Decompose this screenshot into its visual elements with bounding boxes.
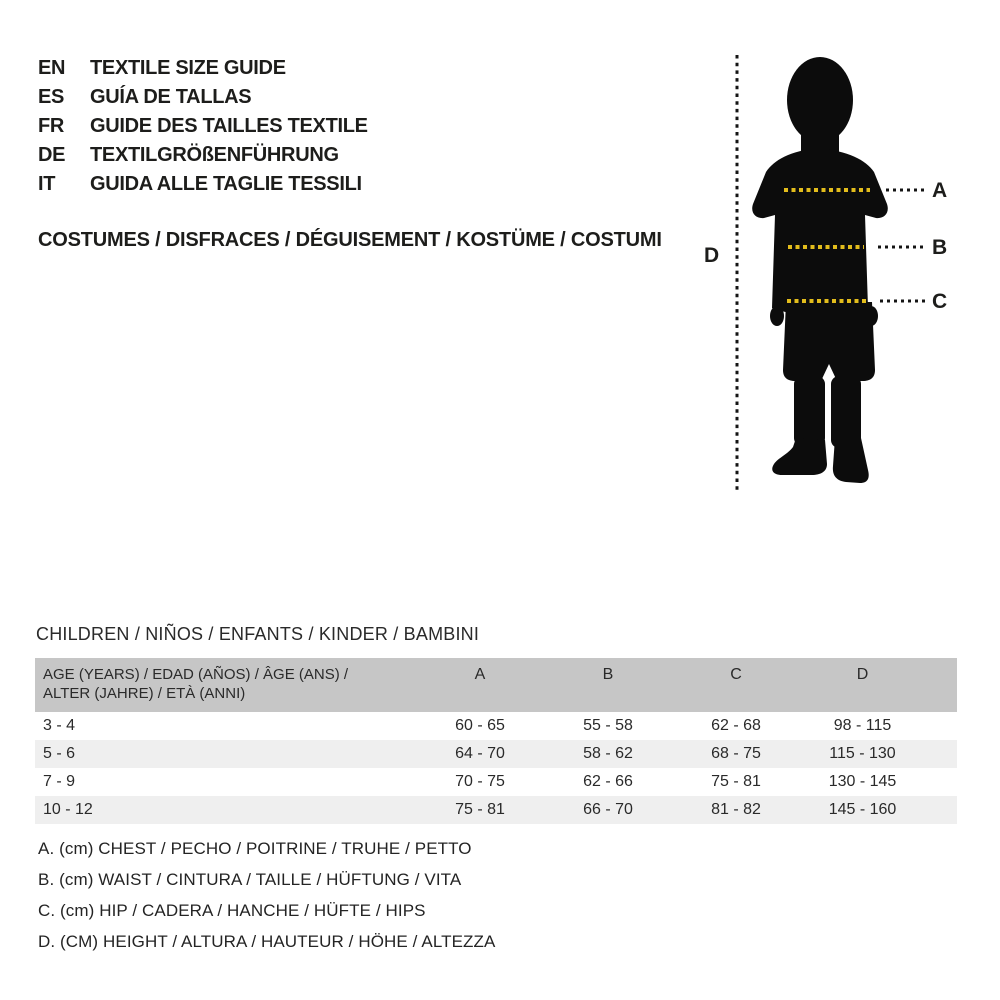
children-section-title: CHILDREN / NIÑOS / ENFANTS / KINDER / BAMBINI <box>36 624 480 644</box>
hip-cell: 68 - 75 <box>711 745 761 762</box>
height-cell: 115 - 130 <box>829 745 896 762</box>
chest-cell: 64 - 70 <box>455 745 505 762</box>
column-header-c: C <box>730 666 742 683</box>
measure-label-a: A <box>932 179 948 202</box>
language-code: ES <box>38 86 65 108</box>
column-header-a: A <box>474 666 486 683</box>
child-silhouette-figure <box>690 40 970 510</box>
language-title: TEXTILE SIZE GUIDE <box>90 57 286 79</box>
hip-cell: 62 - 68 <box>711 717 761 734</box>
legend-waist: B. (cm) WAIST / CINTURA / TAILLE / HÜFTUNG / VITA <box>38 869 462 889</box>
measurement-diagram <box>690 40 970 510</box>
chest-cell: 75 - 81 <box>455 801 505 818</box>
column-header-d: D <box>856 666 869 683</box>
language-title: TEXTILGRÖßENFÜHRUNG <box>90 144 339 166</box>
language-title: GUIDA ALLE TAGLIE TESSILI <box>90 173 362 195</box>
hip-cell: 75 - 81 <box>711 773 761 790</box>
language-code: FR <box>38 115 65 137</box>
measure-label-b: B <box>932 236 948 259</box>
height-cell: 130 - 145 <box>828 773 897 790</box>
age-cell: 10 - 12 <box>43 801 93 818</box>
age-cell: 7 - 9 <box>43 773 76 790</box>
legend-hip: C. (cm) HIP / CADERA / HANCHE / HÜFTE / HIPS <box>38 900 426 920</box>
category-title: COSTUMES / DISFRACES / DÉGUISEMENT / KOSTÜME / COSTUMI <box>38 229 662 251</box>
child-silhouette <box>752 57 888 483</box>
legend-chest: A. (cm) CHEST / PECHO / POITRINE / TRUHE / PETTO <box>38 838 472 858</box>
chest-cell: 70 - 75 <box>455 773 505 790</box>
age-cell: 3 - 4 <box>43 717 76 734</box>
language-title-list <box>38 54 368 199</box>
column-header-b: B <box>602 666 614 683</box>
waist-cell: 58 - 62 <box>583 745 633 762</box>
language-row-fr <box>38 112 368 141</box>
age-cell: 5 - 6 <box>43 745 76 762</box>
language-title: GUIDE DES TAILLES TEXTILE <box>90 115 368 137</box>
size-table-header <box>35 658 957 712</box>
table-row <box>35 796 957 824</box>
age-header-line1: AGE (YEARS) / EDAD (AÑOS) / ÂGE (ANS) / <box>43 666 349 683</box>
age-header-line2: ALTER (JAHRE) / ETÀ (ANNI) <box>43 685 246 702</box>
measurement-legend <box>38 833 495 957</box>
waist-cell: 55 - 58 <box>583 717 633 734</box>
waist-cell: 66 - 70 <box>583 801 633 818</box>
size-table <box>35 658 957 824</box>
language-code: DE <box>38 144 66 166</box>
language-row-en <box>38 54 368 83</box>
waist-cell: 62 - 66 <box>583 773 633 790</box>
measure-label-d: D <box>704 244 720 267</box>
legend-height: D. (CM) HEIGHT / ALTURA / HAUTEUR / HÖHE / ALTEZZA <box>38 931 496 951</box>
table-row <box>35 740 957 768</box>
age-column-header <box>35 658 416 712</box>
measure-label-c: C <box>932 290 948 313</box>
language-code: IT <box>38 173 56 195</box>
language-code: EN <box>38 57 66 79</box>
chest-cell: 60 - 65 <box>455 717 505 734</box>
language-row-it <box>38 170 368 199</box>
language-row-de <box>38 141 368 170</box>
language-row-es <box>38 83 368 112</box>
height-cell: 98 - 115 <box>833 717 892 734</box>
height-cell: 145 - 160 <box>828 801 897 818</box>
language-title: GUÍA DE TALLAS <box>90 86 252 108</box>
table-row <box>35 768 957 796</box>
hip-cell: 81 - 82 <box>711 801 761 818</box>
table-row <box>35 712 957 740</box>
